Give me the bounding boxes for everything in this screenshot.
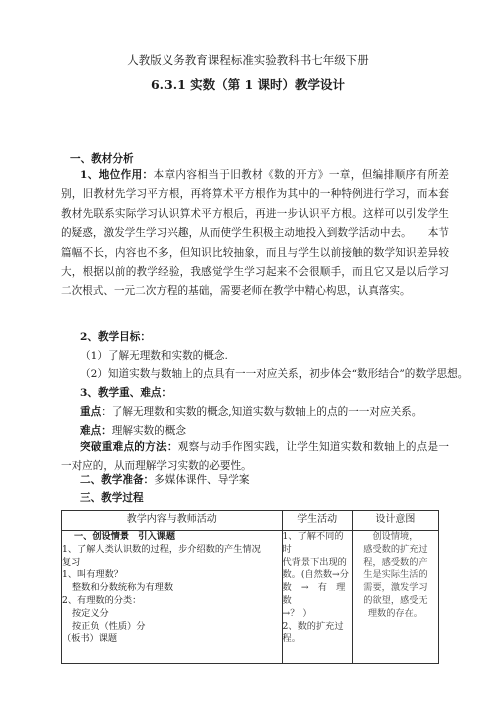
list-item: 程。 bbox=[282, 633, 301, 645]
document-title: 6.3.1 实数（第 1 课时）教学设计 bbox=[150, 77, 346, 92]
paragraph-text: 本章内容相当于旧教材《数的开方》一章，但编排顺序有所差别，旧教材先学习平方根，再将算术平方根作为其中的一种特例进行学习，而本套教材先联系实际学习认识算术平方根后，再进一步认识平方根。这样可以引发学生的疑惑，激发学生学习兴趣，从而使学生积极主动地投入到数学活动中去。 本节篇幅不长，内容也不多，但知识比较抽象，而且与学生以前接触的数学知识差异较大，根据以前的教学经验，我感觉学生学习起来不会很顺手，而且它又是以后学习二次根式、一元二次方程的基础，需要老师在教学中精心构思，认真落实。 bbox=[61, 169, 450, 298]
list-item: 生是实际生活的 bbox=[363, 569, 428, 581]
table-header-intent: 设计意图 bbox=[352, 511, 438, 531]
list-item: （板书）课题 bbox=[62, 633, 118, 645]
list-item: 复习 bbox=[62, 556, 81, 568]
difficulty-text: 理解实数的概念 bbox=[111, 425, 186, 437]
heading-key-difficult: 3、教学重、难点： bbox=[80, 387, 173, 399]
list-item: →？ ） bbox=[282, 607, 312, 619]
list-item: 按定义分 bbox=[72, 607, 109, 619]
preparation-text: 多媒体课件、导学案 bbox=[154, 474, 250, 486]
key-point-line bbox=[80, 405, 422, 419]
teaching-process-table bbox=[61, 510, 439, 664]
list-item: 按正负（性质）分 bbox=[72, 620, 146, 632]
difficulty-line bbox=[80, 424, 186, 438]
table-cell-content bbox=[62, 531, 283, 664]
list-item: 整数和分数统称为有理数 bbox=[72, 582, 174, 594]
table-header-student: 学生活动 bbox=[282, 511, 352, 531]
heading-teaching-goals: 2、教学目标： bbox=[80, 331, 151, 343]
key-point-label: 重点 bbox=[80, 406, 102, 418]
method-text: 观察与动手作图实践，让学生知道实数和数轴上的点是一一对应的，从而理解学习实数的必要性。 bbox=[61, 441, 450, 473]
table-cell-intent bbox=[352, 531, 438, 664]
document-series-title: 人教版义务教育课程标准实验教科书七年级下册 bbox=[127, 53, 369, 67]
list-item: 需要，激发学习 bbox=[363, 582, 428, 594]
paragraph-position-role bbox=[61, 166, 449, 302]
difficulty-label: 难点： bbox=[80, 425, 112, 437]
cell-title: 一、创设情景 引入课题 bbox=[74, 531, 176, 542]
list-item: 2、数的扩充过 bbox=[282, 620, 344, 632]
list-item: 程，感受数的产 bbox=[363, 556, 428, 568]
table-cell-student bbox=[282, 531, 355, 664]
list-item: 1、叫有理数？ bbox=[62, 569, 123, 581]
method-paragraph bbox=[61, 438, 449, 477]
section-heading-analysis: 一、教材分析 bbox=[70, 153, 134, 165]
list-item: 理数的存在。 bbox=[367, 607, 423, 619]
list-item: 的欲望，感受无 bbox=[363, 594, 428, 606]
method-label: 突破重难点的方法： bbox=[80, 441, 178, 453]
goal-item-1: （1）了解无理数和实数的概念. bbox=[80, 350, 228, 362]
list-item: 代背景下出现的 bbox=[282, 556, 347, 568]
list-item: 创设情境， bbox=[372, 531, 419, 542]
table-header-row bbox=[62, 511, 439, 531]
section-heading-preparation: 二、教学准备： bbox=[80, 474, 155, 486]
list-item: 数 → 有 理 数 bbox=[282, 582, 355, 606]
table-header-content: 教学内容与教师活动 bbox=[62, 511, 283, 531]
goal-item-2: （2）知道实数与数轴上的点具有一一对应关系，初步体会“数形结合”的数学思想。 bbox=[80, 368, 469, 380]
list-item: 1、了解不同的时 bbox=[282, 531, 344, 555]
item-label-position: 1、地位作用： bbox=[80, 169, 154, 181]
list-item: 2、有理数的分类： bbox=[62, 594, 142, 606]
preparation-line bbox=[80, 473, 250, 487]
list-item: 感受数的扩充过 bbox=[363, 543, 428, 555]
key-point-text: ：了解无理数和实数的概念,知道实数与数轴上的点的一一对应关系。 bbox=[101, 406, 423, 418]
list-item: 1、了解人类认识数的过程，步介绍数的产生情况 bbox=[62, 543, 261, 555]
table-row bbox=[62, 531, 439, 664]
section-heading-process: 三、教学过程 bbox=[80, 492, 144, 504]
list-item: 数。(自然数→分 bbox=[282, 569, 349, 581]
